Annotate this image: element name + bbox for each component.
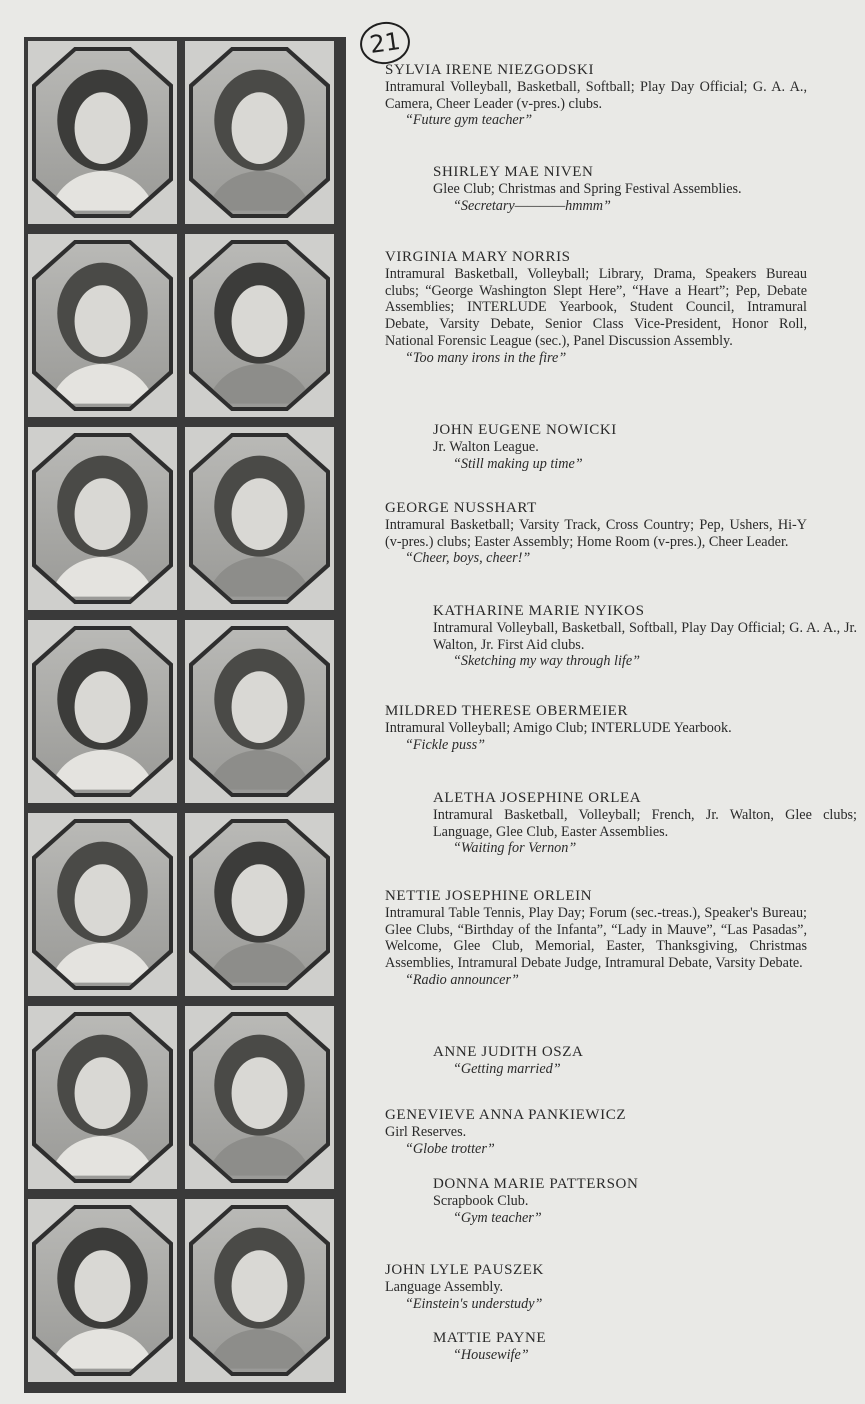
entry-payne: [433, 1330, 807, 1364]
student-name: MILDRED THERESE OBERMEIER: [385, 703, 629, 719]
entry-osza: [433, 1044, 807, 1078]
student-activities: Jr. Walton League.: [433, 438, 539, 455]
student-quote: “Still making up time”: [453, 455, 583, 472]
entry-pankiewicz: [385, 1107, 807, 1157]
student-name: NETTIE JOSEPHINE ORLEIN: [385, 888, 593, 904]
portrait-silhouette: [193, 1016, 326, 1176]
student-activities: Intramural Basketball, Volleyball; Library, Drama, Speakers Bureau clubs; “George Washington Slept Here”, “Have a Heart”; Pep, Debate Assemblies; INTERLUDE Yearbook, Student Council, Intramural Debate, Varsity Debate, Senior Class Vice-President, Honor Roll, National Forensic League (sec.), Panel Discussion Assembly.: [385, 265, 807, 349]
portrait-photo: [28, 41, 177, 224]
student-quote: “Waiting for Vernon”: [453, 840, 577, 857]
student-quote: “Secretary————hmmm”: [453, 197, 611, 214]
student-quote: “Housewife”: [453, 1346, 529, 1363]
student-quote: “Sketching my way through life”: [453, 653, 641, 670]
student-name: DONNA MARIE PATTERSON: [433, 1176, 639, 1192]
student-name: JOHN LYLE PAUSZEK: [385, 1262, 544, 1278]
portrait-photo: [185, 813, 334, 996]
portrait-photo: [28, 427, 177, 610]
portrait-photo: [185, 427, 334, 610]
student-name: ANNE JUDITH OSZA: [433, 1044, 584, 1060]
student-activities: Intramural Basketball, Volleyball; French, Jr. Walton, Glee clubs; Language, Glee Club, Easter Assemblies.: [433, 806, 857, 840]
student-activities: Intramural Volleyball, Basketball, Softball, Play Day Official; G. A. A., Jr. Walton, Jr. First Aid clubs.: [433, 619, 857, 653]
portrait-photo: [28, 1199, 177, 1382]
student-quote: “Gym teacher”: [453, 1209, 542, 1226]
entry-niezgodski: [385, 62, 807, 129]
student-name: KATHARINE MARIE NYIKOS: [433, 603, 645, 619]
student-activities: Intramural Basketball; Varsity Track, Cross Country; Pep, Ushers, Hi-Y (v-pres.) clubs; Easter Assembly; Home Room (v-pres.), Cheer Leader.: [385, 516, 807, 550]
entry-nowicki: [433, 422, 807, 472]
student-name: ALETHA JOSEPHINE ORLEA: [433, 790, 642, 806]
student-quote: “Future gym teacher”: [405, 112, 533, 129]
portrait-photo: [185, 1006, 334, 1189]
entry-patterson: [433, 1176, 807, 1226]
portrait-photo: [28, 1006, 177, 1189]
portrait-photo: [185, 234, 334, 417]
student-quote: “Globe trotter”: [405, 1140, 495, 1157]
student-name: VIRGINIA MARY NORRIS: [385, 249, 571, 265]
student-name: JOHN EUGENE NOWICKI: [433, 422, 617, 438]
portrait-silhouette: [36, 823, 169, 983]
student-activities: Glee Club; Christmas and Spring Festival Assemblies.: [433, 180, 742, 197]
student-quote: “Too many irons in the fire”: [405, 349, 567, 366]
portrait-silhouette: [36, 51, 169, 211]
portrait-silhouette: [193, 823, 326, 983]
portrait-silhouette: [36, 1016, 169, 1176]
student-quote: “Einstein's understudy”: [405, 1295, 543, 1312]
portrait-silhouette: [193, 437, 326, 597]
entry-orlein: [385, 888, 807, 989]
student-quote: “Radio announcer”: [405, 971, 519, 988]
portrait-photo: [28, 620, 177, 803]
student-name: SHIRLEY MAE NIVEN: [433, 164, 594, 180]
portrait-silhouette: [36, 630, 169, 790]
student-name: GENEVIEVE ANNA PANKIEWICZ: [385, 1107, 627, 1123]
entry-orlea: [433, 790, 857, 857]
portrait-silhouette: [36, 437, 169, 597]
student-activities: Language Assembly.: [385, 1278, 504, 1295]
student-quote: “Cheer, boys, cheer!”: [405, 550, 531, 567]
portrait-photo: [185, 41, 334, 224]
entry-nusshart: [385, 500, 807, 567]
portrait-silhouette: [36, 1209, 169, 1369]
student-name: SYLVIA IRENE NIEZGODSKI: [385, 62, 595, 78]
portrait-silhouette: [193, 630, 326, 790]
student-name: MATTIE PAYNE: [433, 1330, 547, 1346]
student-activities: Intramural Table Tennis, Play Day; Forum (sec.-treas.), Speaker's Bureau; Glee Clubs, “Birthday of the Infanta”, “Lady in Mauve”, “Las Pasadas”, Welcome, Glee Club, Memorial, Easter, Thanksgiving, Christmas Assemblies, Intramural Debate Judge, Intramural Debate, Varsity Debate.: [385, 904, 807, 972]
portrait-photo: [185, 1199, 334, 1382]
entry-nyikos: [433, 603, 857, 670]
portrait-photo: [185, 620, 334, 803]
entry-niven: [433, 164, 857, 214]
student-activities: Girl Reserves.: [385, 1123, 467, 1140]
portrait-photo: [28, 813, 177, 996]
entry-norris: [385, 249, 807, 367]
portrait-silhouette: [193, 51, 326, 211]
student-quote: “Fickle puss”: [405, 736, 485, 753]
student-activities: Intramural Volleyball; Amigo Club; INTERLUDE Yearbook.: [385, 719, 732, 736]
student-name: GEORGE NUSSHART: [385, 500, 537, 516]
portrait-photo: [28, 234, 177, 417]
student-activities: Intramural Volleyball, Basketball, Softball; Play Day Official; G. A. A., Camera, Cheer Leader (v-pres.) clubs.: [385, 78, 807, 112]
portrait-strip: [24, 37, 346, 1393]
portrait-silhouette: [193, 1209, 326, 1369]
page-number: 21: [357, 19, 412, 68]
entry-pauszek: [385, 1262, 807, 1312]
student-quote: “Getting married”: [453, 1060, 561, 1077]
entry-obermeier: [385, 703, 807, 753]
portrait-silhouette: [36, 244, 169, 404]
portrait-silhouette: [193, 244, 326, 404]
student-activities: Scrapbook Club.: [433, 1192, 529, 1209]
